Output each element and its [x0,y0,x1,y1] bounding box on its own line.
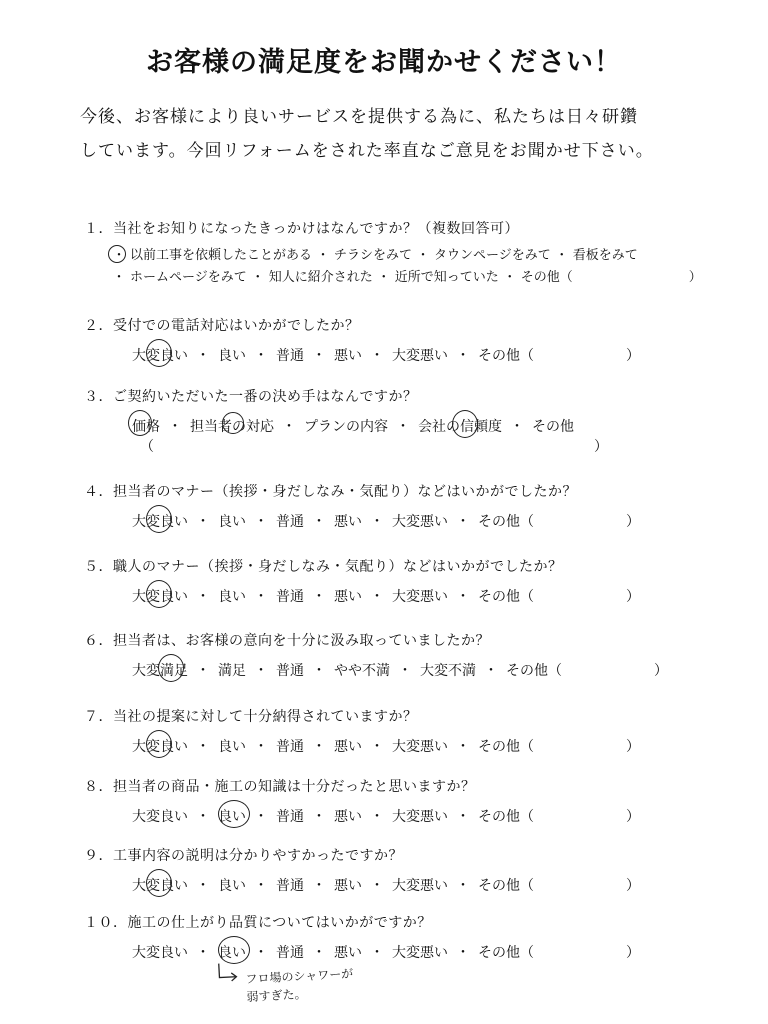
separator: ・ [196,514,210,530]
separator: ・ [484,663,498,679]
separator: ・ [416,248,430,263]
question-6-text: ６．担当者は、お客様の意向を十分に汲み取っていましたか？ [84,633,490,649]
close-paren: ） [626,514,640,530]
separator: ・ [196,809,210,825]
option-bad[interactable]: 悪い [334,514,362,530]
question-10-options [132,942,640,962]
close-paren: ） [626,739,640,755]
option-good[interactable]: 良い [218,945,246,961]
close-paren: ） [654,663,668,679]
other-blank [573,266,689,285]
separator: ・ [312,945,326,961]
option-very-bad[interactable]: 大変悪い [392,945,448,961]
option-somewhat-dissatisfied[interactable]: やや不満 [334,663,390,679]
separator: ・ [370,945,384,961]
option-company-trust[interactable]: 会社の信頼度 [418,419,502,435]
close-paren: ） [626,348,640,364]
separator: ・ [196,878,210,894]
separator: ・ [312,348,326,364]
option-other[interactable]: その他（ [478,589,534,605]
question-4-text: ４．担当者のマナー（挨拶・身だしなみ・気配り）などはいかがでしたか？ [84,484,577,500]
separator: ・ [112,248,126,263]
option-other[interactable]: その他（ [478,348,534,364]
intro-line-1: 今後、お客様により良いサービスを提供する為に、私たちは日々研鑽 [80,107,638,127]
question-7-text: ７．当社の提案に対して十分納得されていますか？ [84,709,418,725]
separator: ・ [254,945,268,961]
option-other[interactable]: その他（ [506,663,562,679]
option-normal[interactable]: 普通 [276,809,304,825]
option-normal[interactable]: 普通 [276,589,304,605]
option-very-good[interactable]: 大変良い [132,739,188,755]
arrow-icon [215,963,240,986]
separator: ・ [370,739,384,755]
separator: ・ [254,348,268,364]
handwritten-comment [221,965,354,1008]
separator: ・ [254,589,268,605]
separator: ・ [316,248,330,263]
question-1-text: １．当社をお知りになったきっかけはなんですか？（複数回答可） [84,221,519,237]
option-normal[interactable]: 普通 [276,878,304,894]
option-bad[interactable]: 悪い [334,589,362,605]
separator: ・ [377,270,391,285]
separator: ・ [254,663,268,679]
option-very-dissatisfied[interactable]: 大変不満 [420,663,476,679]
question-9-text: ９．工事内容の説明は分かりやすかったですか？ [84,848,403,864]
option-plan-content[interactable]: プランの内容 [304,419,388,435]
option-very-good[interactable]: 大変良い [132,945,188,961]
separator: ・ [312,809,326,825]
close-paren: ） [594,439,608,455]
separator: ・ [254,809,268,825]
question-5-text: ５．職人のマナー（挨拶・身だしなみ・気配り）などはいかがでしたか？ [84,559,563,575]
separator: ・ [370,514,384,530]
option-town-page[interactable]: タウンページをみて [434,248,551,263]
option-bad[interactable]: 悪い [334,945,362,961]
option-signboard[interactable]: 看板をみて [572,248,638,263]
other-blank [154,436,594,456]
option-referral[interactable]: 知人に紹介された [268,270,373,285]
option-bad[interactable]: 悪い [334,739,362,755]
option-good[interactable]: 良い [218,739,246,755]
question-3-text: ３．ご契約いただいた一番の決め手はなんですか？ [84,389,418,405]
question-2-options [132,345,640,365]
page-title: お客様の満足度をお聞かせください！ [146,47,622,78]
option-very-bad[interactable]: 大変悪い [392,739,448,755]
option-price[interactable]: 価格 [132,419,160,435]
close-paren: ） [626,589,640,605]
option-neighborhood[interactable]: 近所で知っていた [394,270,499,285]
option-other[interactable]: その他（ [478,945,534,961]
question-1-options-row-2 [108,266,702,285]
separator: ・ [456,589,470,605]
question-1-options-row-1 [108,244,638,263]
close-paren: ） [688,270,702,285]
option-bad[interactable]: 悪い [334,878,362,894]
separator: ・ [370,878,384,894]
option-other[interactable]: その他（ [478,809,534,825]
question-8-options [132,806,640,826]
option-other[interactable]: その他（ [478,739,534,755]
option-other[interactable]: その他 [532,419,574,435]
separator: ・ [196,945,210,961]
separator: ・ [196,663,210,679]
option-other[interactable]: その他（ [520,270,573,285]
option-very-good[interactable]: 大変良い [132,348,188,364]
separator: ・ [555,248,569,263]
option-very-good[interactable]: 大変良い [132,589,188,605]
separator: ・ [312,589,326,605]
option-homepage[interactable]: ホームページをみて [130,270,247,285]
separator: ・ [312,514,326,530]
option-normal[interactable]: 普通 [276,945,304,961]
separator: ・ [254,514,268,530]
separator: ・ [398,663,412,679]
separator: ・ [196,348,210,364]
close-paren: ） [626,809,640,825]
separator: ・ [456,878,470,894]
separator: ・ [254,878,268,894]
option-normal[interactable]: 普通 [276,348,304,364]
option-bad[interactable]: 悪い [334,809,362,825]
option-good[interactable]: 良い [218,878,246,894]
separator: ・ [312,663,326,679]
separator: ・ [370,589,384,605]
option-very-bad[interactable]: 大変悪い [392,589,448,605]
question-8-text: ８．担当者の商品・施工の知識は十分だったと思いますか？ [84,779,476,795]
question-4-options [132,511,640,531]
option-normal[interactable]: 普通 [276,739,304,755]
option-good[interactable]: 良い [218,514,246,530]
close-paren: ） [626,878,640,894]
option-other[interactable]: その他（ [478,878,534,894]
question-9-options [132,875,640,895]
option-very-good[interactable]: 大変良い [132,878,188,894]
option-good[interactable]: 良い [218,589,246,605]
option-satisfied[interactable]: 満足 [218,663,246,679]
option-very-bad[interactable]: 大変悪い [392,809,448,825]
handwritten-comment-line-1: フロ場のシャワーが [245,966,354,987]
option-very-good[interactable]: 大変良い [132,809,188,825]
handwritten-comment-line-2: 弱すぎた。 [246,987,307,1005]
option-very-good[interactable]: 大変良い [132,514,188,530]
option-very-bad[interactable]: 大変悪い [392,348,448,364]
option-staff-response[interactable]: 担当者の対応 [190,419,274,435]
option-bad[interactable]: 悪い [334,348,362,364]
option-previous-work[interactable]: 以前工事を依頼したことがある [130,248,313,263]
option-very-bad[interactable]: 大変悪い [392,878,448,894]
separator: ・ [168,419,182,435]
separator: ・ [503,270,517,285]
option-good[interactable]: 良い [218,809,246,825]
separator: ・ [370,348,384,364]
question-7-options [132,736,640,756]
separator: ・ [370,809,384,825]
option-normal[interactable]: 普通 [276,514,304,530]
question-3-options [132,416,574,436]
separator: ・ [456,809,470,825]
question-2-text: ２．受付での電話対応はいかがでしたか？ [84,318,360,334]
intro-text [80,100,720,168]
question-10-text: １０．施工の仕上がり品質についてはいかがですか？ [84,915,432,931]
open-paren: （ [140,439,154,455]
intro-line-2: しています。今回リフォームをされた率直なご意見をお聞かせ下さい。 [80,141,654,161]
option-flyer[interactable]: チラシをみて [334,248,413,263]
separator: ・ [312,878,326,894]
separator: ・ [510,419,524,435]
option-very-bad[interactable]: 大変悪い [392,514,448,530]
separator: ・ [456,348,470,364]
separator: ・ [196,589,210,605]
separator: ・ [254,739,268,755]
question-6-options [132,660,668,680]
separator: ・ [196,739,210,755]
option-other[interactable]: その他（ [478,514,534,530]
close-paren: ） [626,945,640,961]
separator: ・ [312,739,326,755]
separator: ・ [456,945,470,961]
option-normal[interactable]: 普通 [276,663,304,679]
separator: ・ [396,419,410,435]
option-very-satisfied[interactable]: 大変満足 [132,663,188,679]
separator: ・ [282,419,296,435]
separator: ・ [251,270,265,285]
question-3-other-blank [140,436,608,456]
separator: ・ [456,739,470,755]
separator: ・ [112,270,126,285]
question-5-options [132,586,640,606]
separator: ・ [456,514,470,530]
option-good[interactable]: 良い [218,348,246,364]
